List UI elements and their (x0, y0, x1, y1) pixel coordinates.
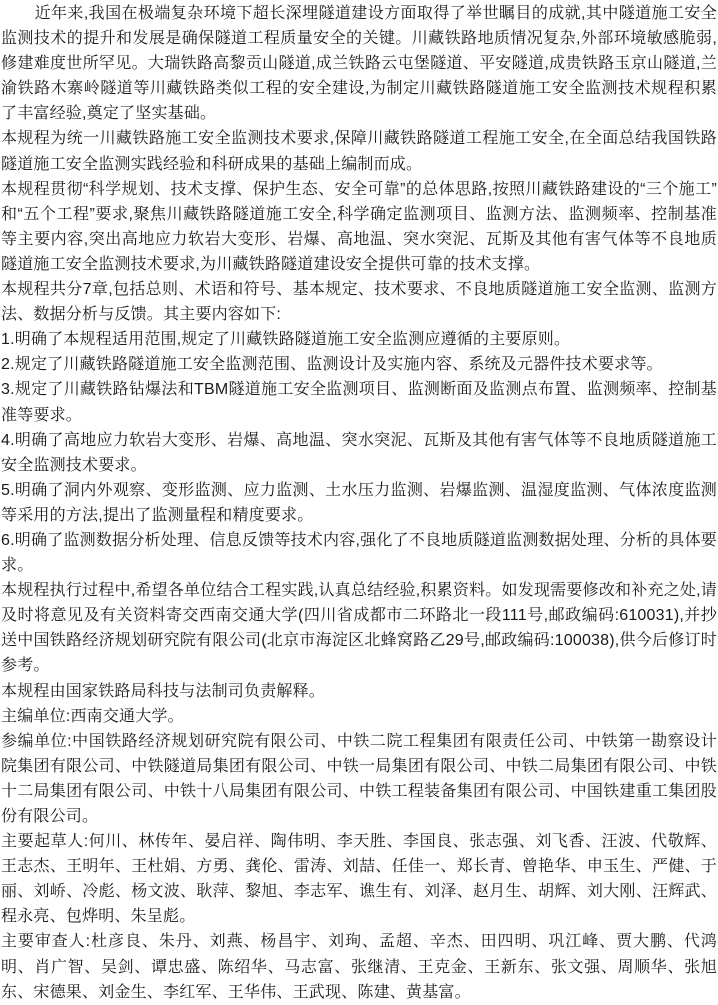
paragraph-main-reviewers: 主要审查人:杜彦良、朱丹、刘燕、杨昌宇、刘珣、孟超、辛杰、田四明、巩江峰、贾大鹏、代鸿明、肖广智、吴剑、谭忠盛、陈绍华、马志富、张继清、王克金、王新东、张文强、周顺华、张旭东、宋德果、刘金生、李红军、王华伟、王武现、陈建、黄基富。 (1, 933, 717, 1001)
paragraph-chapter-overview: 本规程共分7章,包括总则、术语和符号、基本规定、技术要求、不良地质隧道施工安全监测、监测方法、数据分析与反馈。其主要内容如下: (1, 281, 717, 324)
paragraph-main-drafters: 主要起草人:何川、林传年、晏启祥、陶伟明、李天胜、李国良、张志强、刘飞香、汪波、代敬辉、王志杰、王明年、王杜娟、方勇、龚伦、雷涛、刘喆、任佳一、郑长青、曾艳华、申玉生、严健、于丽、刘峤、冷彪、杨文波、耿萍、黎旭、李志军、谯生有、刘泽、赵月生、胡辉、刘大刚、汪辉武、程永亮、包烨明、朱呈彪。 (1, 833, 717, 926)
list-item-4: 4.明确了高地应力软岩大变形、岩爆、高地温、突水突泥、瓦斯及其他有害气体等不良地质隧道施工安全监测技术要求。 (1, 431, 717, 474)
paragraph-participating-units: 参编单位:中国铁路经济规划研究院有限公司、中铁二院工程集团有限责任公司、中铁第一勘察设计院集团有限公司、中铁隧道局集团有限公司、中铁一局集团有限公司、中铁二局集团有限公司、中铁十二局集团有限公司、中铁十八局集团有限公司、中铁工程装备集团有限公司、中国铁建重工集团股份有限公司。 (1, 732, 717, 825)
paragraph-chief-editor-unit: 主编单位:西南交通大学。 (1, 707, 184, 725)
list-item-6: 6.明确了监测数据分析处理、信息反馈等技术内容,强化了不良地质隧道监测数据处理、分析的具体要求。 (1, 531, 717, 575)
paragraph-principles: 本规程贯彻“科学规划、技术支撑、保护生态、安全可靠”的总体思路,按照川藏铁路建设的“三个施工”和“五个工程”要求,聚焦川藏铁路隧道施工安全,科学确定监测项目、监测方法、监测频率、控制基准等主要内容,突出高地应力软岩大变形、岩爆、高地温、突水突泥、瓦斯及其他有害气体等不良地质隧道施工安全监测技术要求,为川藏铁路隧道建设安全提供可靠的技术支撑。 (1, 180, 717, 273)
paragraph-interpretation-authority: 本规程由国家铁路局科技与法制司负责解释。 (1, 682, 326, 700)
list-item-2: 2.规定了川藏铁路隧道施工安全监测范围、监测设计及实施内容、系统及元器件技术要求等。 (1, 356, 663, 374)
list-item-5: 5.明确了洞内外观察、变形监测、应力监测、土水压力监测、岩爆监测、温湿度监测、气体浓度监测等采用的方法,提出了监测量程和精度要求。 (1, 481, 717, 524)
paragraph-purpose: 本规程为统一川藏铁路施工安全监测技术要求,保障川藏铁路隧道工程施工安全,在全面总结我国铁路隧道施工安全监测实践经验和科研成果的基础上编制而成。 (1, 130, 717, 173)
paragraph-intro: 近年来,我国在极端复杂环境下超长深埋隧道建设方面取得了举世瞩目的成就,其中隧道施工安全监测技术的提升和发展是确保隧道工程质量安全的关键。川藏铁路地质情况复杂,外部环境敏感脆弱,修建难度世所罕见。大瑞铁路高黎贡山隧道,成兰铁路云屯堡隧道、平安隧道,成贵铁路玉京山隧道,兰渝铁路木寨岭隧道等川藏铁路类似工程的安全建设,为制定川藏铁路隧道施工安全监测技术规程积累了丰富经验,奠定了坚实基础。 (1, 5, 717, 123)
list-item-3: 3.规定了川藏铁路钻爆法和TBM隧道施工安全监测项目、监测断面及监测点布置、监测频率、控制基准等要求。 (1, 381, 717, 424)
list-item-1: 1.明确了本规程适用范围,规定了川藏铁路隧道施工安全监测应遵循的主要原则。 (1, 331, 571, 349)
paragraph-feedback-address: 本规程执行过程中,希望各单位结合工程实践,认真总结经验,积累资料。如发现需要修改和补充之处,请及时将意见及有关资料寄交西南交通大学(四川省成都市二环路北一段111号,邮政编码:610031),并抄送中国铁路经济规划研究院有限公司(北京市海淀区北蜂窝路乙29号,邮政编码:100038),供今后修订时参考。 (1, 582, 717, 675)
